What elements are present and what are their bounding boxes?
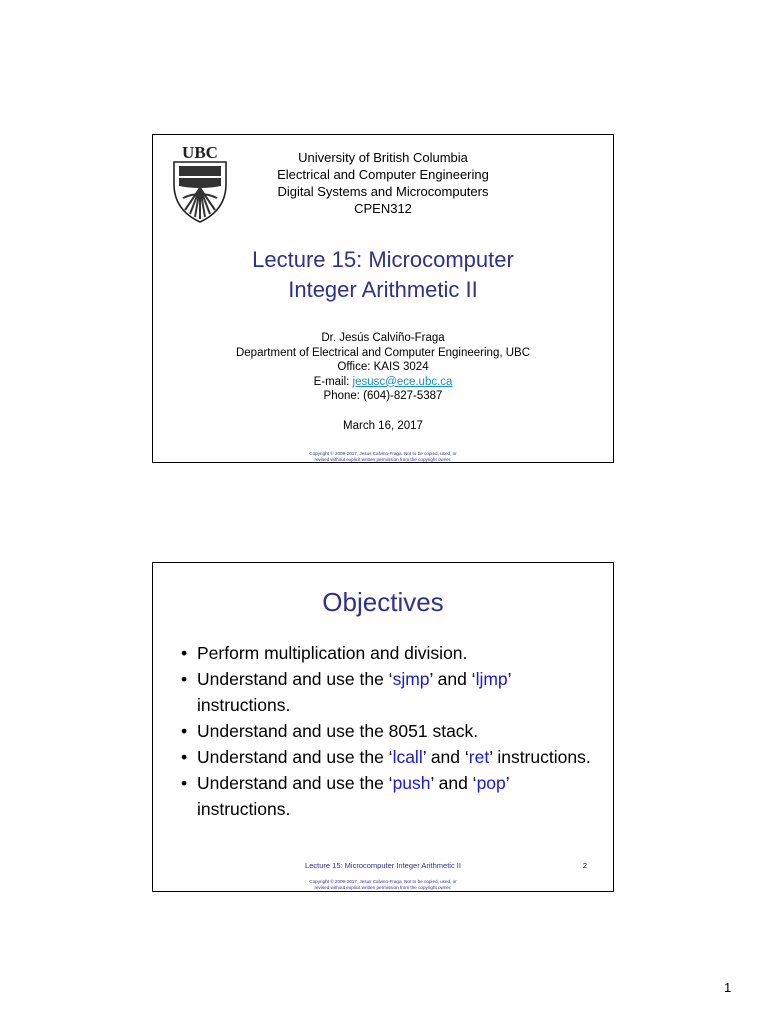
slide-number: 2	[582, 861, 587, 870]
list-item	[177, 770, 597, 822]
phone: Phone: (604)-827-5387	[323, 390, 443, 402]
objectives-list	[177, 640, 597, 822]
bullet-text: ’ instructions.	[197, 773, 510, 819]
copyright-line1: Copyright © 2009-2017, Jesus Calvino-Fraga. Not to be copied, used, or	[309, 879, 457, 884]
bullet-text: Understand and use the ‘	[197, 773, 393, 793]
slide-title: Objectives	[322, 587, 444, 617]
bullet-text: ’ and ‘	[430, 773, 477, 793]
bullet-text: ’ instructions.	[489, 747, 591, 767]
list-item	[177, 744, 597, 770]
slide-footer: Lecture 15: Microcomputer Integer Arithmetic II	[305, 861, 461, 870]
list-item	[177, 640, 597, 666]
logo-text: UBC	[182, 144, 218, 162]
keyword: ljmp	[475, 669, 508, 689]
author-name: Dr. Jesús Calviño-Fraga	[321, 332, 445, 344]
copyright-line1: Copyright © 2009-2017, Jesus Calvino-Fraga. Not to be copied, used, or	[309, 451, 457, 456]
bullet-text: Perform multiplication and division.	[197, 643, 468, 663]
course-name: Digital Systems and Microcomputers	[277, 184, 489, 199]
copyright-line2: revised without explicit written permission from the copyright owner.	[314, 456, 452, 462]
bullet-text: ’ and ‘	[429, 669, 476, 689]
department-name: Electrical and Computer Engineering	[277, 167, 489, 182]
lecture-title-line2: Integer Arithmetic II	[288, 277, 478, 302]
bullet-text: Understand and use the 8051 stack.	[197, 721, 479, 741]
keyword: pop	[476, 773, 506, 793]
lecture-title-line1: Lecture 15: Microcomputer	[252, 247, 514, 272]
keyword: lcall	[392, 747, 423, 767]
keyword: ret	[468, 747, 490, 767]
course-code: CPEN312	[354, 201, 412, 216]
keyword: sjmp	[392, 669, 430, 689]
bullet-text: Understand and use the ‘	[197, 747, 393, 767]
list-item	[177, 666, 597, 718]
bullet-text: ’ instructions.	[197, 669, 511, 715]
lecture-title	[153, 245, 613, 305]
copyright-notice	[153, 879, 613, 890]
bullet-text: Understand and use the ‘	[197, 669, 393, 689]
bullet-text: ’ and ‘	[422, 747, 469, 767]
lecture-date: March 16, 2017	[343, 420, 423, 432]
keyword: push	[392, 773, 431, 793]
page-number: 1	[724, 980, 732, 995]
office: Office: KAIS 3024	[337, 361, 429, 373]
title-slide	[152, 134, 614, 463]
email-line	[153, 375, 613, 390]
institution-block	[153, 149, 613, 217]
list-item	[177, 718, 597, 744]
university-name: University of British Columbia	[298, 150, 468, 165]
email-label: E-mail:	[313, 375, 353, 388]
email-link[interactable]: jesusc@ece.ubc.ca	[352, 375, 453, 388]
copyright-notice	[153, 451, 613, 462]
author-department: Department of Electrical and Computer Engineering, UBC	[235, 346, 531, 359]
objectives-slide	[152, 562, 614, 892]
author-block	[153, 331, 613, 404]
copyright-line2: revised without explicit written permission from the copyright owner.	[314, 884, 452, 890]
